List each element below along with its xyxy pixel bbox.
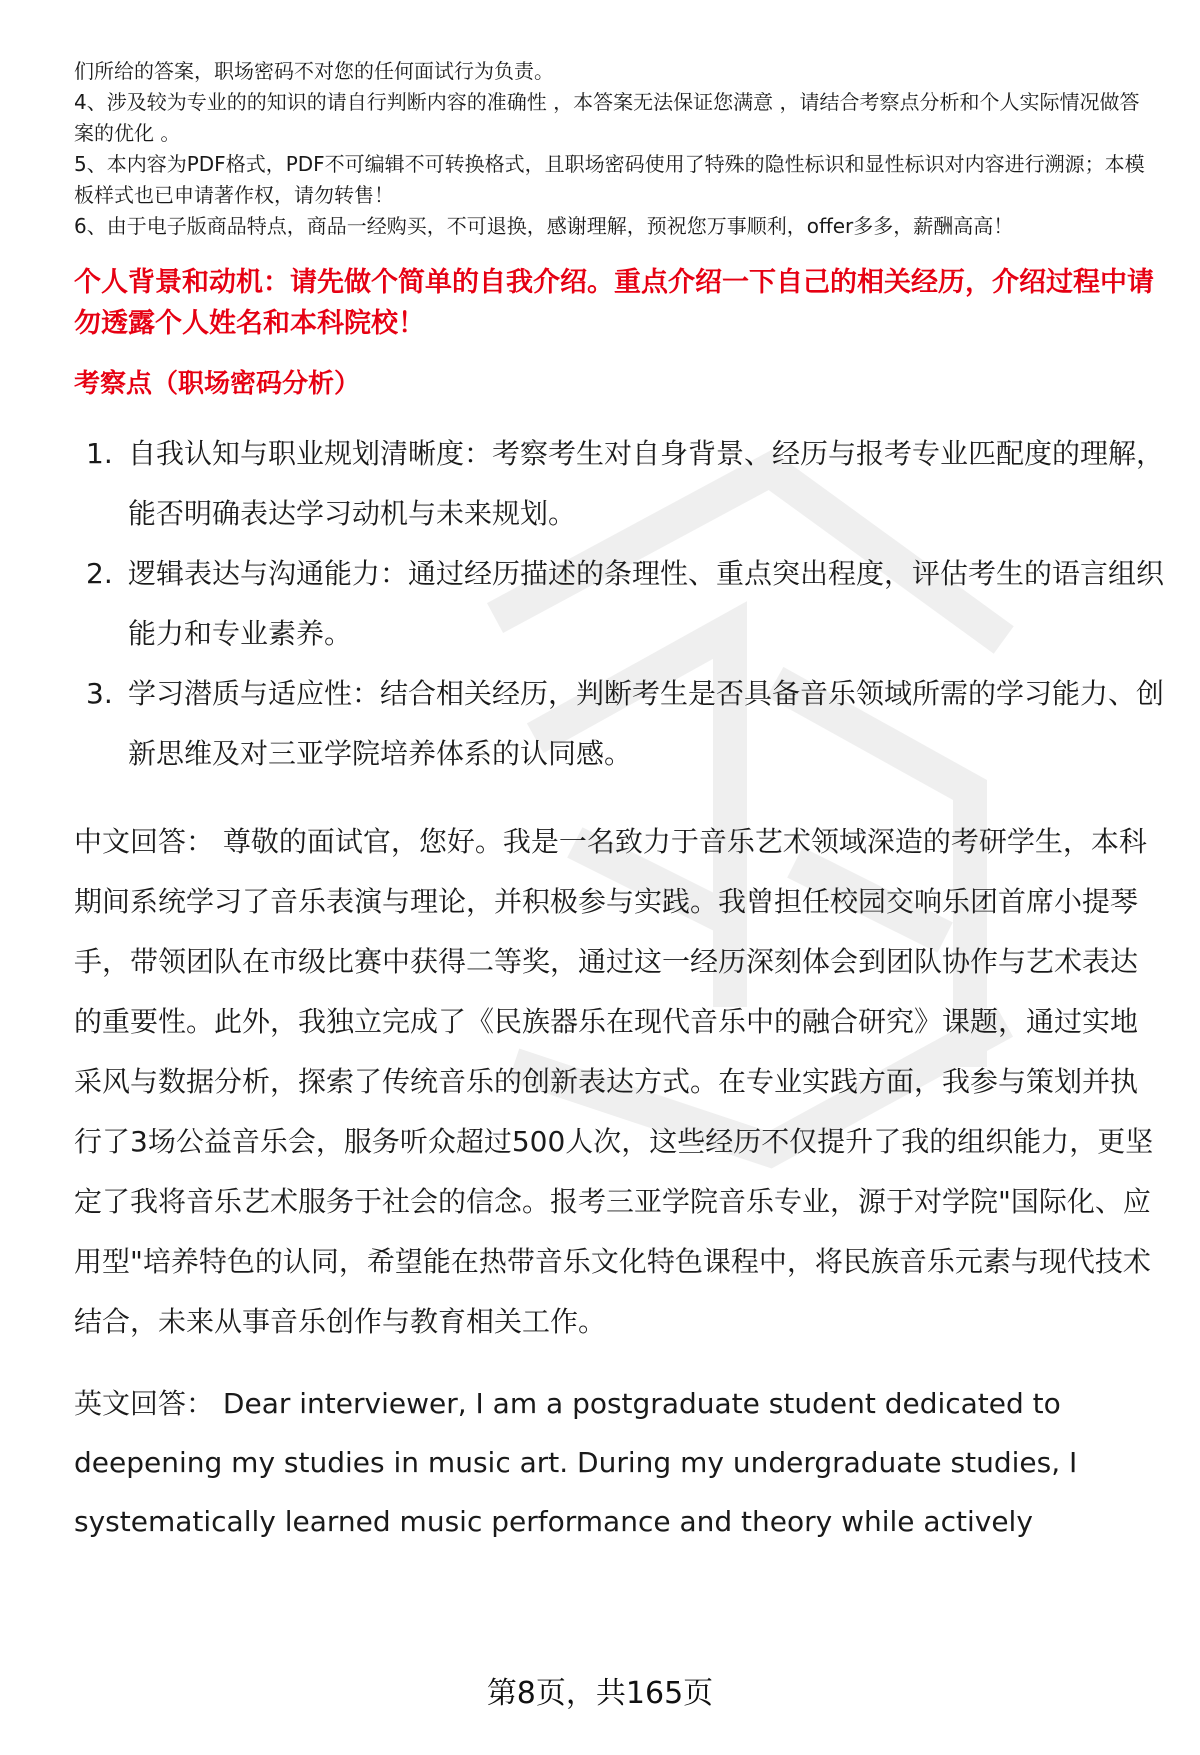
list-number: 3. — [86, 677, 113, 710]
notice-line: 5、本内容为PDF格式，PDF不可编辑不可转换格式，且职场密码使用了特殊的隐性标识和显性标识对内容进行溯源；本模板样式也已申请著作权，请勿转售！ — [74, 152, 1145, 207]
chinese-answer: 中文回答： 尊敬的面试官，您好。我是一名致力于音乐艺术领域深造的考研学生，本科期间系统学习了音乐表演与理论，并积极参与实践。我曾担任校园交响乐团首席小提琴手，带领团队在市级比赛中获得二等奖，通过这一经历深刻体会到团队协作与艺术表达的重要性。此外，我独立完成了《民族器乐在现代音乐中的融合研究》课题，通过实地采风与数据分析，探索了传统音乐的创新表达方式。在专业实践方面，我参与策划并执行了3场公益音乐会，服务听众超过500人次，这些经历不仅提升了我的组织能力，更坚定了我将音乐艺术服务于社会的信念。报考三亚学院音乐专业，源于对学院"国际化、应用型"培养特色的认同，希望能在热带音乐文化特色课程中，将民族音乐元素与现代技术结合，未来从事音乐创作与教育相关工作。 — [74, 825, 1154, 1338]
key-points-list — [74, 424, 1165, 784]
list-number: 1. — [86, 437, 113, 470]
list-text: 学习潜质与适应性：结合相关经历，判断考生是否具备音乐领域所需的学习能力、创新思维及对三亚学院培养体系的认同感。 — [128, 677, 1165, 770]
question-heading: 个人背景和动机：请先做个简单的自我介绍。重点介绍一下自己的相关经历，介绍过程中请勿透露个人姓名和本科院校！ — [74, 267, 1154, 339]
list-item — [74, 664, 1174, 784]
notice-section — [74, 56, 1154, 242]
list-item — [74, 544, 1174, 664]
list-item — [74, 424, 1174, 544]
notice-line: 6、由于电子版商品特点，商品一经购买，不可退换，感谢理解，预祝您万事顺利，offer多多，薪酬高高！ — [74, 214, 1014, 238]
list-number: 2. — [86, 557, 113, 590]
notice-line: 4、涉及较为专业的的知识的请自行判断内容的准确性 ，本答案无法保证您满意 ，请结合考察点分析和个人实际情况做答案的优化 。 — [74, 90, 1140, 145]
page-footer: 第8页，共165页 — [486, 1676, 714, 1711]
list-text: 自我认知与职业规划清晰度：考察考生对自身背景、经历与报考专业匹配度的理解，能否明确表达学习动机与未来规划。 — [128, 437, 1165, 530]
list-text: 逻辑表达与沟通能力：通过经历描述的条理性、重点突出程度，评估考生的语言组织能力和专业素养。 — [128, 557, 1165, 650]
notice-line: 们所给的答案，职场密码不对您的任何面试行为负责。 — [74, 59, 554, 83]
key-points-title: 考察点（职场密码分析） — [74, 369, 361, 399]
english-answer: 英文回答： Dear interviewer, I am a postgraduate student dedicated to deepening my studies in music art. During my undergraduate studies, I systematically learned music performance and theory while actively — [74, 1387, 1078, 1538]
